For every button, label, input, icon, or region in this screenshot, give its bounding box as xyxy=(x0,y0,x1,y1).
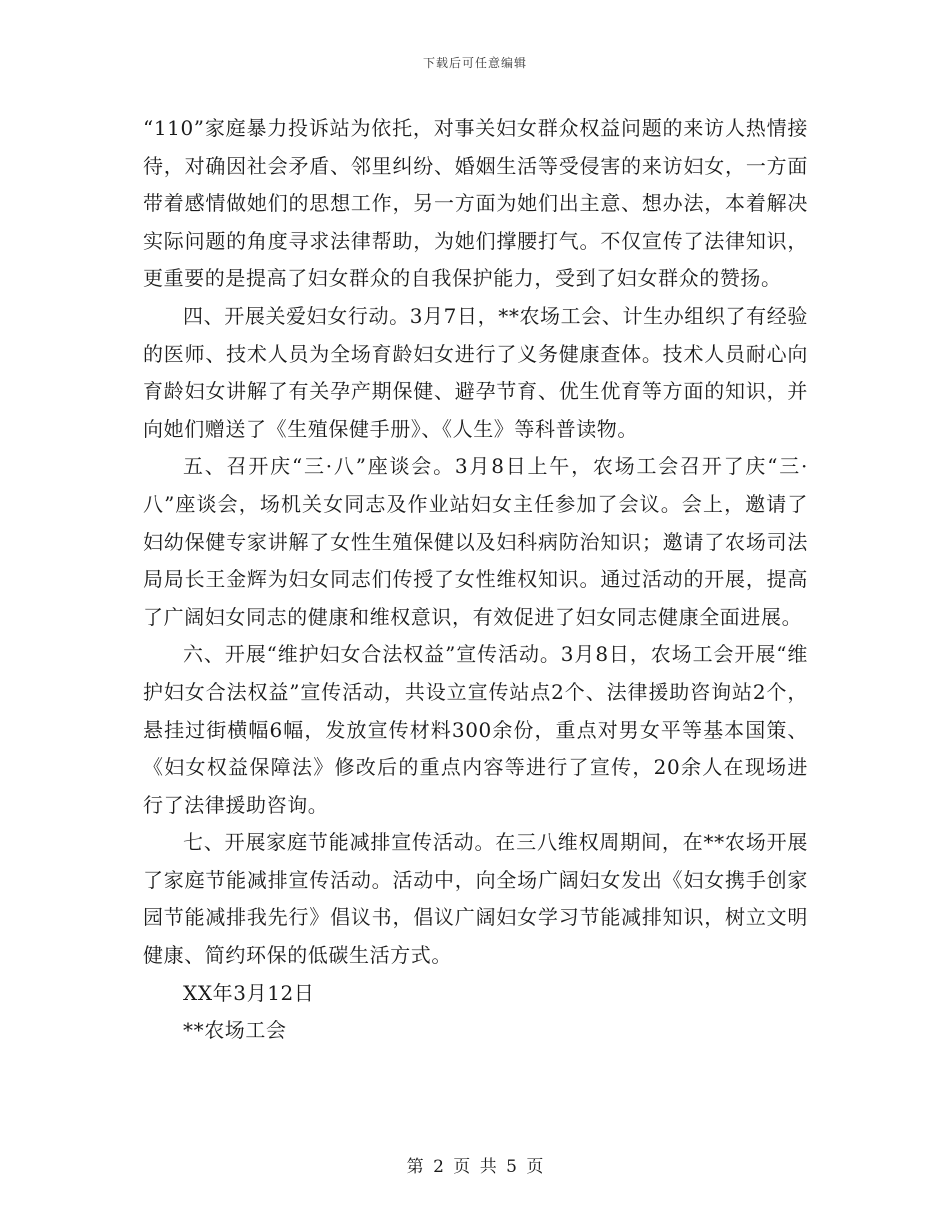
paragraph-continuation: “110”家庭暴力投诉站为依托，对事关妇女群众权益问题的来访人热情接待，对确因社会矛盾、邻里纠纷、婚姻生活等受侵害的来访妇女，一方面带着感情做她们的思想工作，另一方面为她们出主意、想办法，本着解决实际问题的角度寻求法律帮助，为她们撑腰打气。不仅宣传了法律知识，更重要的是提高了妇女群众的自我保护能力，受到了妇女群众的赞扬。 xyxy=(143,116,808,291)
paragraph-section-5: 五、召开庆“三·八”座谈会。3月8日上午，农场工会召开了庆“三·八”座谈会，场机关女同志及作业站妇女主任参加了会议。会上，邀请了妇幼保健专家讲解了女性生殖保健以及妇科病防治知识；邀请了农场司法局局长王金辉为妇女同志们传授了女性维权知识。通过活动的开展，提高了广阔妇女同志的健康和维权意识，有效促进了妇女同志健康全面进展。 xyxy=(143,454,808,629)
signoff-organization: **农场工会 xyxy=(183,1018,287,1043)
page-footer: 第 2 页 共 5 页 xyxy=(406,1157,544,1177)
paragraph-section-7: 七、开展家庭节能减排宣传活动。在三八维权周期间，在**农场开展了家庭节能减排宣传活动。活动中，向全场广阔妇女发出《妇女携手创家园节能减排我先行》倡议书，倡议广阔妇女学习节能减排知识，树立文明健康、简约环保的低碳生活方式。 xyxy=(143,830,808,968)
document-body xyxy=(143,110,808,1050)
paragraph-section-6: 六、开展“维护妇女合法权益”宣传活动。3月8日，农场工会开展“维护妇女合法权益”宣传活动，共设立宣传站点2个、法律援助咨询站2个，悬挂过街横幅6幅，发放宣传材料300余份，重点对男女平等基本国策、《妇女权益保障法》修改后的重点内容等进行了宣传，20余人在现场进行了法律援助咨询。 xyxy=(143,642,808,817)
signoff-date: XX年3月12日 xyxy=(183,980,315,1005)
page-header: 下载后可任意编辑 xyxy=(422,56,527,70)
paragraph-section-4: 四、开展关爱妇女行动。3月7日，**农场工会、计生办组织了有经验的医师、技术人员为全场育龄妇女进行了义务健康查体。技术人员耐心向育龄妇女讲解了有关孕产期保健、避孕节育、优生优育等方面的知识，并向她们赠送了《生殖保健手册》、《人生》等科普读物。 xyxy=(143,303,808,441)
